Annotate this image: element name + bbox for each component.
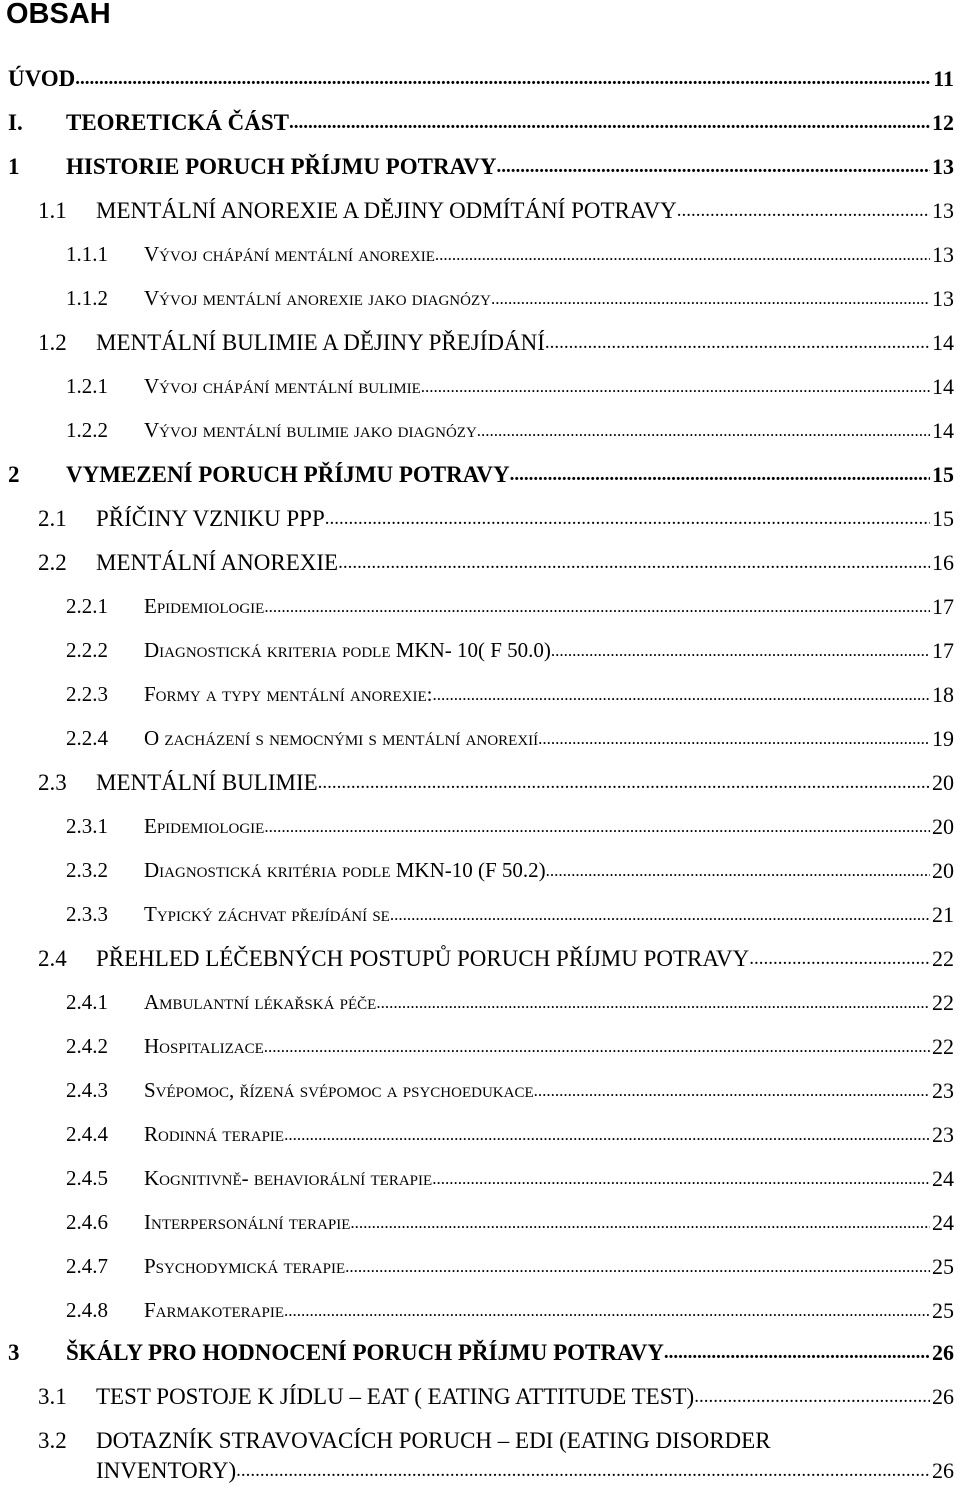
toc-entry-number: 2.3 xyxy=(38,770,67,795)
dot-leader xyxy=(433,682,931,710)
page-title: OBSAH xyxy=(6,0,111,30)
dot-leader xyxy=(75,66,931,94)
toc-entry[interactable] xyxy=(0,1340,958,1372)
dot-leader xyxy=(545,330,930,358)
dot-leader xyxy=(664,1340,930,1368)
toc-entry[interactable] xyxy=(0,286,958,318)
toc-entry-title: Ambulantní lékařská péče xyxy=(144,990,377,1014)
toc-entry[interactable] xyxy=(0,1384,958,1416)
dot-leader xyxy=(538,726,930,754)
toc-entry-page: 22 xyxy=(932,1034,954,1059)
toc-entry-title: Psychodymická terapie xyxy=(144,1254,346,1278)
toc-entry-title: Diagnostická kriteria podle MKN- 10( F 50.0) xyxy=(144,638,551,662)
toc-entry-page: 26 xyxy=(932,1458,954,1483)
toc-entry[interactable] xyxy=(0,66,958,98)
toc-entry[interactable] xyxy=(0,1254,958,1286)
toc-entry-page: 14 xyxy=(932,330,954,355)
toc-entry[interactable] xyxy=(0,726,958,758)
toc-entry-title: MENTÁLNÍ BULIMIE A DĚJINY PŘEJÍDÁNÍ xyxy=(96,330,545,355)
toc-entry[interactable] xyxy=(0,242,958,274)
toc-entry[interactable] xyxy=(0,506,958,538)
dot-leader xyxy=(264,1034,930,1062)
toc-entry-title: TEORETICKÁ ČÁST xyxy=(66,110,290,135)
toc-entry-page: 12 xyxy=(932,110,954,135)
toc-entry-page: 22 xyxy=(932,946,954,971)
toc-entry-page: 25 xyxy=(932,1298,954,1323)
dot-leader xyxy=(390,902,930,930)
toc-entry[interactable] xyxy=(0,418,958,450)
toc-entry[interactable] xyxy=(0,374,958,406)
toc-entry-number: 3 xyxy=(8,1340,20,1365)
toc-entry-number: 1.2.2 xyxy=(66,418,108,442)
toc-entry[interactable] xyxy=(0,1034,958,1066)
toc-entry-title: Interpersonální terapie xyxy=(144,1210,351,1234)
toc-entry[interactable] xyxy=(0,902,958,934)
toc-entry-number: 2.3.1 xyxy=(66,814,108,838)
toc-entry-title: Vývoj chápání mentální anorexie xyxy=(144,242,435,266)
dot-leader xyxy=(477,418,930,446)
toc-entry-number: 1.2.1 xyxy=(66,374,108,398)
toc-entry-number: 2 xyxy=(8,462,20,487)
toc-entry[interactable] xyxy=(0,1166,958,1198)
toc-entry[interactable] xyxy=(0,1298,958,1330)
toc-entry-page: 14 xyxy=(932,418,954,443)
toc-entry-title: DOTAZNÍK STRAVOVACÍCH PORUCH – EDI (EATING DISORDER xyxy=(96,1428,771,1453)
toc-entry-number: 2.2 xyxy=(38,550,67,575)
dot-leader xyxy=(432,1166,930,1194)
toc-entry-number: 2.4.5 xyxy=(66,1166,108,1190)
toc-entry-title: ŠKÁLY PRO HODNOCENÍ PORUCH PŘÍJMU POTRAVY xyxy=(66,1340,664,1365)
dot-leader xyxy=(338,550,930,578)
toc-entry-number: 2.4.2 xyxy=(66,1034,108,1058)
toc-entry[interactable] xyxy=(0,110,958,142)
toc-entry-number: 2.4.3 xyxy=(66,1078,108,1102)
toc-entry-page: 16 xyxy=(932,550,954,575)
toc-entry-page: 25 xyxy=(932,1254,954,1279)
toc-entry-number: 1 xyxy=(8,154,20,179)
toc-entry-page: 15 xyxy=(932,462,954,487)
toc-entry-number: 3.2 xyxy=(38,1428,67,1453)
toc-entry-title: MENTÁLNÍ BULIMIE xyxy=(96,770,318,795)
toc-entry[interactable] xyxy=(0,550,958,582)
toc-entry-page: 20 xyxy=(932,858,954,883)
toc-entry[interactable] xyxy=(0,814,958,846)
toc-entry-page: 13 xyxy=(932,198,954,223)
dot-leader xyxy=(677,198,930,226)
toc-entry-title: O zacházení s nemocnými s mentální anorexií xyxy=(144,726,539,750)
toc-entry-page: 13 xyxy=(932,286,954,311)
toc-entry-title: PŘÍČINY VZNIKU PPP xyxy=(96,506,325,531)
toc-entry-page: 17 xyxy=(932,638,954,663)
dot-leader xyxy=(376,990,930,1018)
dot-leader xyxy=(510,462,930,490)
toc-entry-page: 20 xyxy=(932,814,954,839)
toc-entry[interactable] xyxy=(0,770,958,802)
toc-entry-number: 2.3.2 xyxy=(66,858,108,882)
toc-entry-page: 22 xyxy=(932,990,954,1015)
toc-entry-page: 24 xyxy=(932,1166,954,1191)
toc-entry-title: Hospitalizace xyxy=(144,1034,264,1058)
toc-entry-title: ÚVOD xyxy=(8,66,76,91)
toc-entry-number: 2.4.8 xyxy=(66,1298,108,1322)
toc-entry[interactable] xyxy=(0,1122,958,1154)
toc-entry-title: Vývoj mentální anorexie jako diagnózy xyxy=(144,286,491,310)
dot-leader xyxy=(749,946,930,974)
toc-entry[interactable] xyxy=(0,638,958,670)
toc-entry-title: PŘEHLED LÉČEBNÝCH POSTUPŮ PORUCH PŘÍJMU POTRAVY xyxy=(96,946,750,971)
toc-entry-title: Vývoj chápání mentální bulimie xyxy=(144,374,421,398)
toc-entry[interactable] xyxy=(0,154,958,186)
dot-leader xyxy=(350,1210,930,1238)
toc-entry-page: 23 xyxy=(932,1078,954,1103)
dot-leader xyxy=(534,1078,930,1106)
toc-entry-title: MENTÁLNÍ ANOREXIE xyxy=(96,550,339,575)
dot-leader xyxy=(264,594,930,622)
toc-entry-page: 26 xyxy=(932,1384,954,1409)
toc-entry-page: 11 xyxy=(933,66,954,91)
dot-leader xyxy=(289,110,930,138)
toc-entry-number: 2.2.2 xyxy=(66,638,108,662)
dot-leader xyxy=(318,770,930,798)
toc-entry-number: 3.1 xyxy=(38,1384,67,1409)
toc-entry-title: Rodinná terapie xyxy=(144,1122,285,1146)
toc-entry-number: I. xyxy=(8,110,23,135)
toc-entry-page: 26 xyxy=(932,1340,954,1365)
toc-entry-number: 1.1.2 xyxy=(66,286,108,310)
toc-entry-number: 2.4.6 xyxy=(66,1210,108,1234)
dot-leader xyxy=(496,154,930,182)
dot-leader xyxy=(284,1122,930,1150)
toc-entry-page: 17 xyxy=(932,594,954,619)
dot-leader xyxy=(491,286,930,314)
toc-entry-title: MENTÁLNÍ ANOREXIE A DĚJINY ODMÍTÁNÍ POTRAVY xyxy=(96,198,677,223)
toc-entry-page: 14 xyxy=(932,374,954,399)
toc-entry-title: Diagnostická kritéria podle MKN-10 (F 50.2) xyxy=(144,858,546,882)
toc-entry-number: 2.2.1 xyxy=(66,594,108,618)
toc-entry[interactable] xyxy=(0,1078,958,1110)
toc-entry-title: Farmakoterapie xyxy=(144,1298,285,1322)
toc-entry-number: 2.4.4 xyxy=(66,1122,108,1146)
toc-entry[interactable] xyxy=(0,198,958,230)
toc-entry[interactable] xyxy=(0,1428,958,1490)
dot-leader xyxy=(264,814,930,842)
toc-entry-number: 2.3.3 xyxy=(66,902,108,926)
toc-entry[interactable] xyxy=(0,858,958,890)
toc-entry-title: Formy a typy mentální anorexie: xyxy=(144,682,433,706)
toc-entry[interactable] xyxy=(0,1210,958,1242)
toc-entry-title: Vývoj mentální bulimie jako diagnózy xyxy=(144,418,477,442)
toc-entry-page: 15 xyxy=(932,506,954,531)
toc-entry-page: 24 xyxy=(932,1210,954,1235)
toc-entry-page: 20 xyxy=(932,770,954,795)
dot-leader xyxy=(284,1298,930,1326)
dot-leader xyxy=(421,374,930,402)
dot-leader xyxy=(325,506,930,534)
toc-entry-number: 2.4.1 xyxy=(66,990,108,1014)
toc-entry-number: 2.2.3 xyxy=(66,682,108,706)
toc-entry-number: 2.1 xyxy=(38,506,67,531)
toc-entry-page: 23 xyxy=(932,1122,954,1147)
toc-entry[interactable] xyxy=(0,946,958,978)
toc-entry-title: HISTORIE PORUCH PŘÍJMU POTRAVY xyxy=(66,154,497,179)
toc-entry[interactable] xyxy=(0,594,958,626)
toc-entry-page: 13 xyxy=(932,242,954,267)
dot-leader xyxy=(546,858,930,886)
dot-leader xyxy=(345,1254,930,1282)
toc-entry-number: 1.2 xyxy=(38,330,67,355)
toc-entry-title: VYMEZENÍ PORUCH PŘÍJMU POTRAVY xyxy=(66,462,510,487)
toc-entry-number: 2.2.4 xyxy=(66,726,108,750)
toc-entry[interactable] xyxy=(0,462,958,494)
toc-entry-title: Kognitivně- behaviorální terapie xyxy=(144,1166,433,1190)
toc-entry-page: 19 xyxy=(932,726,954,751)
toc-entry-page: 13 xyxy=(932,154,954,179)
toc-entry-title: Svépomoc, řízená svépomoc a psychoedukace xyxy=(144,1078,534,1102)
toc-entry-number: 2.4 xyxy=(38,946,67,971)
toc-entry-page: 21 xyxy=(932,902,954,927)
toc-entry-title: TEST POSTOJE K JÍDLU – EAT ( EATING ATTITUDE TEST) xyxy=(96,1384,695,1409)
toc-entry-title: Typický záchvat přejídání se xyxy=(144,902,390,926)
toc-entry-number: 1.1 xyxy=(38,198,67,223)
toc-entry-title: Epidemiologie xyxy=(144,814,265,838)
toc-entry-page: 18 xyxy=(932,682,954,707)
toc-entry-number: 2.4.7 xyxy=(66,1254,108,1278)
dot-leader xyxy=(236,1458,930,1486)
dot-leader xyxy=(551,638,930,666)
toc-entry[interactable] xyxy=(0,682,958,714)
toc-entry[interactable] xyxy=(0,990,958,1022)
toc-entry-title: Epidemiologie xyxy=(144,594,265,618)
toc-entry-number: 1.1.1 xyxy=(66,242,108,266)
toc-entry[interactable] xyxy=(0,330,958,362)
dot-leader xyxy=(435,242,930,270)
dot-leader xyxy=(694,1384,930,1412)
toc-entry-title-continuation: INVENTORY) xyxy=(96,1458,237,1483)
